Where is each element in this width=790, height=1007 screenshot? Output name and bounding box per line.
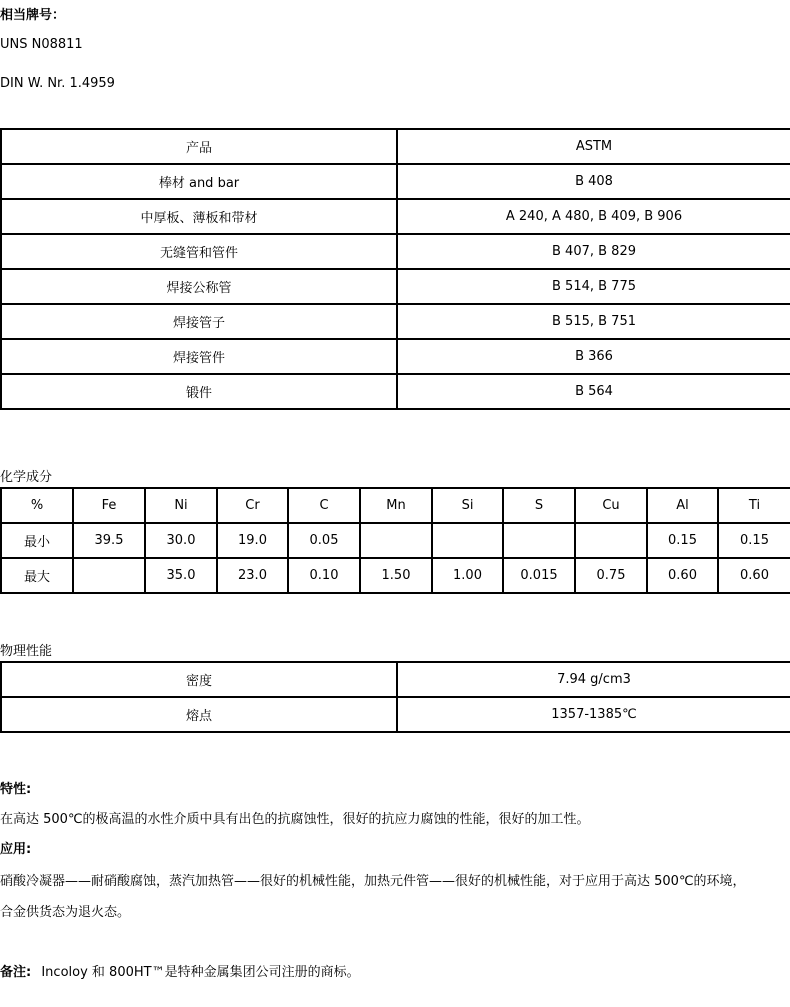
table-header-cell: Ti: [718, 488, 790, 523]
note-label: 备注:: [0, 965, 32, 980]
table-cell: 1357-1385℃: [397, 697, 790, 732]
table-cell: 39.5: [73, 523, 145, 558]
table-row: [1, 523, 790, 558]
table-cell: B 514, B 775: [397, 269, 790, 304]
chemistry-heading: 化学成分: [0, 470, 53, 485]
table-cell: 1.50: [360, 558, 432, 593]
table-cell: 焊接管子: [1, 304, 397, 339]
grades-heading: 相当牌号：: [0, 8, 66, 23]
table-cell: [575, 523, 647, 558]
table-row: [1, 304, 790, 339]
table-header-cell: Fe: [73, 488, 145, 523]
note-text: Incoloy 和 800HT™是特种金属集团公司注册的商标。: [41, 965, 360, 980]
table-cell: 最小: [1, 523, 73, 558]
table-header-row: [1, 488, 790, 523]
table-cell: 焊接管件: [1, 339, 397, 374]
table-row: [1, 164, 790, 199]
table-cell: 0.60: [718, 558, 790, 593]
physical-heading: 物理性能: [0, 644, 53, 659]
table-cell: [360, 523, 432, 558]
table-cell: B 407, B 829: [397, 234, 790, 269]
table-header-cell: C: [288, 488, 360, 523]
table-cell: [73, 558, 145, 593]
table-cell: 0.60: [647, 558, 718, 593]
grade-din: DIN W. Nr. 1.4959: [0, 76, 115, 91]
table-row: [1, 339, 790, 374]
table-cell: 无缝管和管件: [1, 234, 397, 269]
table-header-cell: Al: [647, 488, 718, 523]
physical-table: [0, 661, 790, 733]
table-cell: 锻件: [1, 374, 397, 409]
table-cell: 30.0: [145, 523, 217, 558]
table-cell: 0.015: [503, 558, 575, 593]
spec-table: [0, 128, 790, 410]
table-cell: 0.10: [288, 558, 360, 593]
table-row: [1, 374, 790, 409]
applications-heading: 应用:: [0, 842, 32, 857]
applications-text-line1: 硝酸冷凝器——耐硝酸腐蚀，蒸汽加热管——很好的机械性能，加热元件管——很好的机械性能，对于应用于高达 500℃的环境，: [0, 874, 746, 889]
table-row: [1, 269, 790, 304]
table-cell: B 564: [397, 374, 790, 409]
table-cell: B 366: [397, 339, 790, 374]
table-cell: 密度: [1, 662, 397, 697]
trademark-note: [0, 961, 360, 980]
table-header-cell: Ni: [145, 488, 217, 523]
table-row: [1, 662, 790, 697]
table-header-cell: ASTM: [397, 129, 790, 164]
table-cell: 焊接公称管: [1, 269, 397, 304]
table-cell: B 408: [397, 164, 790, 199]
table-header-cell: 产品: [1, 129, 397, 164]
table-cell: [432, 523, 503, 558]
table-cell: 0.15: [718, 523, 790, 558]
table-cell: A 240, A 480, B 409, B 906: [397, 199, 790, 234]
table-cell: 1.00: [432, 558, 503, 593]
table-cell: 0.05: [288, 523, 360, 558]
table-header-cell: S: [503, 488, 575, 523]
applications-text-line2: 合金供货态为退火态。: [0, 905, 131, 920]
table-cell: [503, 523, 575, 558]
table-cell: 7.94 g/cm3: [397, 662, 790, 697]
chemistry-table: [0, 487, 790, 594]
table-header-cell: Mn: [360, 488, 432, 523]
table-row: [1, 199, 790, 234]
table-header-cell: Si: [432, 488, 503, 523]
table-row: [1, 558, 790, 593]
table-cell: 棒材 and bar: [1, 164, 397, 199]
table-cell: 23.0: [217, 558, 288, 593]
table-cell: B 515, B 751: [397, 304, 790, 339]
table-cell: 中厚板、薄板和带材: [1, 199, 397, 234]
table-row: [1, 697, 790, 732]
table-cell: 最大: [1, 558, 73, 593]
table-cell: 0.75: [575, 558, 647, 593]
table-header-row: [1, 129, 790, 164]
table-cell: 0.15: [647, 523, 718, 558]
table-cell: 19.0: [217, 523, 288, 558]
table-header-cell: Cu: [575, 488, 647, 523]
table-header-cell: %: [1, 488, 73, 523]
table-cell: 熔点: [1, 697, 397, 732]
table-header-cell: Cr: [217, 488, 288, 523]
features-text: 在高达 500℃的极高温的水性介质中具有出色的抗腐蚀性，很好的抗应力腐蚀的性能，很好的加工性。: [0, 812, 590, 827]
features-heading: 特性:: [0, 782, 32, 797]
grade-uns: UNS N08811: [0, 37, 83, 52]
table-row: [1, 234, 790, 269]
table-cell: 35.0: [145, 558, 217, 593]
